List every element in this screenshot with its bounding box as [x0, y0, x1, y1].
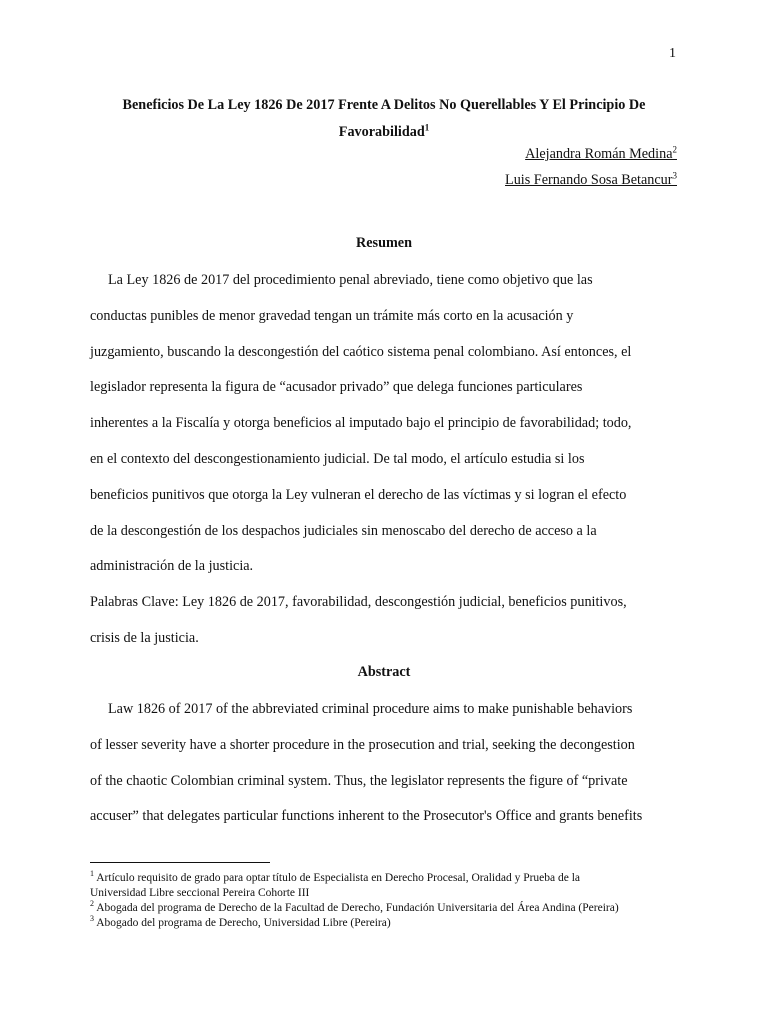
footnote-2 — [90, 901, 619, 916]
resumen-line: beneficios punitivos que otorga la Ley vulneran el derecho de las víctimas y si logran el efecto — [90, 487, 627, 503]
footnote-2-ref: 2 — [90, 899, 94, 909]
abstract-line: of the chaotic Colombian criminal system. Thus, the legislator represents the figure of “private — [90, 773, 628, 789]
footnote-separator — [90, 862, 270, 863]
title-footnote-ref: 1 — [424, 122, 430, 133]
author-2-name: Luis Fernando Sosa Betancur — [505, 172, 673, 188]
resumen-line: conductas punibles de menor gravedad tengan un trámite más corto en la acusación y — [90, 308, 574, 324]
keywords-line: Palabras Clave: Ley 1826 de 2017, favorabilidad, descongestión judicial, beneficios punitivos, — [90, 594, 627, 610]
resumen-line: en el contexto del descongestionamiento judicial. De tal modo, el artículo estudia si los — [90, 451, 585, 467]
resumen-line: legislador representa la figura de “acusador privado” que delega funciones particulares — [90, 379, 583, 395]
author-2 — [505, 172, 677, 189]
resumen-heading: Resumen — [356, 235, 412, 251]
page-number: 1 — [669, 46, 676, 61]
resumen-line: La Ley 1826 de 2017 del procedimiento penal abreviado, tiene como objetivo que las — [108, 272, 593, 288]
footnote-1 — [90, 871, 580, 886]
abstract-heading: Abstract — [357, 664, 411, 680]
paper-title-text: Beneficios De La Ley 1826 De 2017 Frente A Delitos No Querellables Y El Principio De Favorabilidad — [122, 97, 646, 140]
author-2-footnote-ref: 3 — [672, 170, 677, 181]
footnote-3-text: Abogado del programa de Derecho, Universidad Libre (Pereira) — [96, 917, 391, 929]
footnote-3 — [90, 916, 391, 931]
resumen-line: juzgamiento, buscando la descongestión del caótico sistema penal colombiano. Así entonces, el — [90, 344, 632, 360]
keywords-line: crisis de la justicia. — [90, 630, 199, 646]
resumen-line: de la descongestión de los despachos judiciales sin menoscabo del derecho de acceso a la — [90, 523, 597, 539]
author-1-footnote-ref: 2 — [672, 144, 677, 155]
footnote-1-text: Artículo requisito de grado para optar título de Especialista en Derecho Procesal, Oralidad y Prueba de la — [96, 872, 581, 884]
paper-title — [90, 92, 678, 146]
abstract-line: Law 1826 of 2017 of the abbreviated criminal procedure aims to make punishable behaviors — [108, 701, 633, 717]
footnote-1-ref: 1 — [90, 869, 94, 879]
footnote-3-ref: 3 — [90, 914, 94, 924]
abstract-line: of lesser severity have a shorter procedure in the prosecution and trial, seeking the decongestion — [90, 737, 635, 753]
author-1 — [525, 146, 677, 163]
resumen-line: inherentes a la Fiscalía y otorga beneficios al imputado bajo el principio de favorabilidad; todo, — [90, 415, 632, 431]
resumen-line: administración de la justicia. — [90, 558, 254, 574]
abstract-line: accuser” that delegates particular functions inherent to the Prosecutor's Office and grants benefits — [90, 808, 643, 824]
footnote-2-text: Abogada del programa de Derecho de la Facultad de Derecho, Fundación Universitaria del Área Andina (Pereira) — [96, 902, 619, 914]
footnote-1-text-cont: Universidad Libre seccional Pereira Cohorte III — [90, 887, 310, 899]
author-1-name: Alejandra Román Medina — [525, 146, 673, 162]
footnote-1-continuation — [90, 886, 309, 901]
